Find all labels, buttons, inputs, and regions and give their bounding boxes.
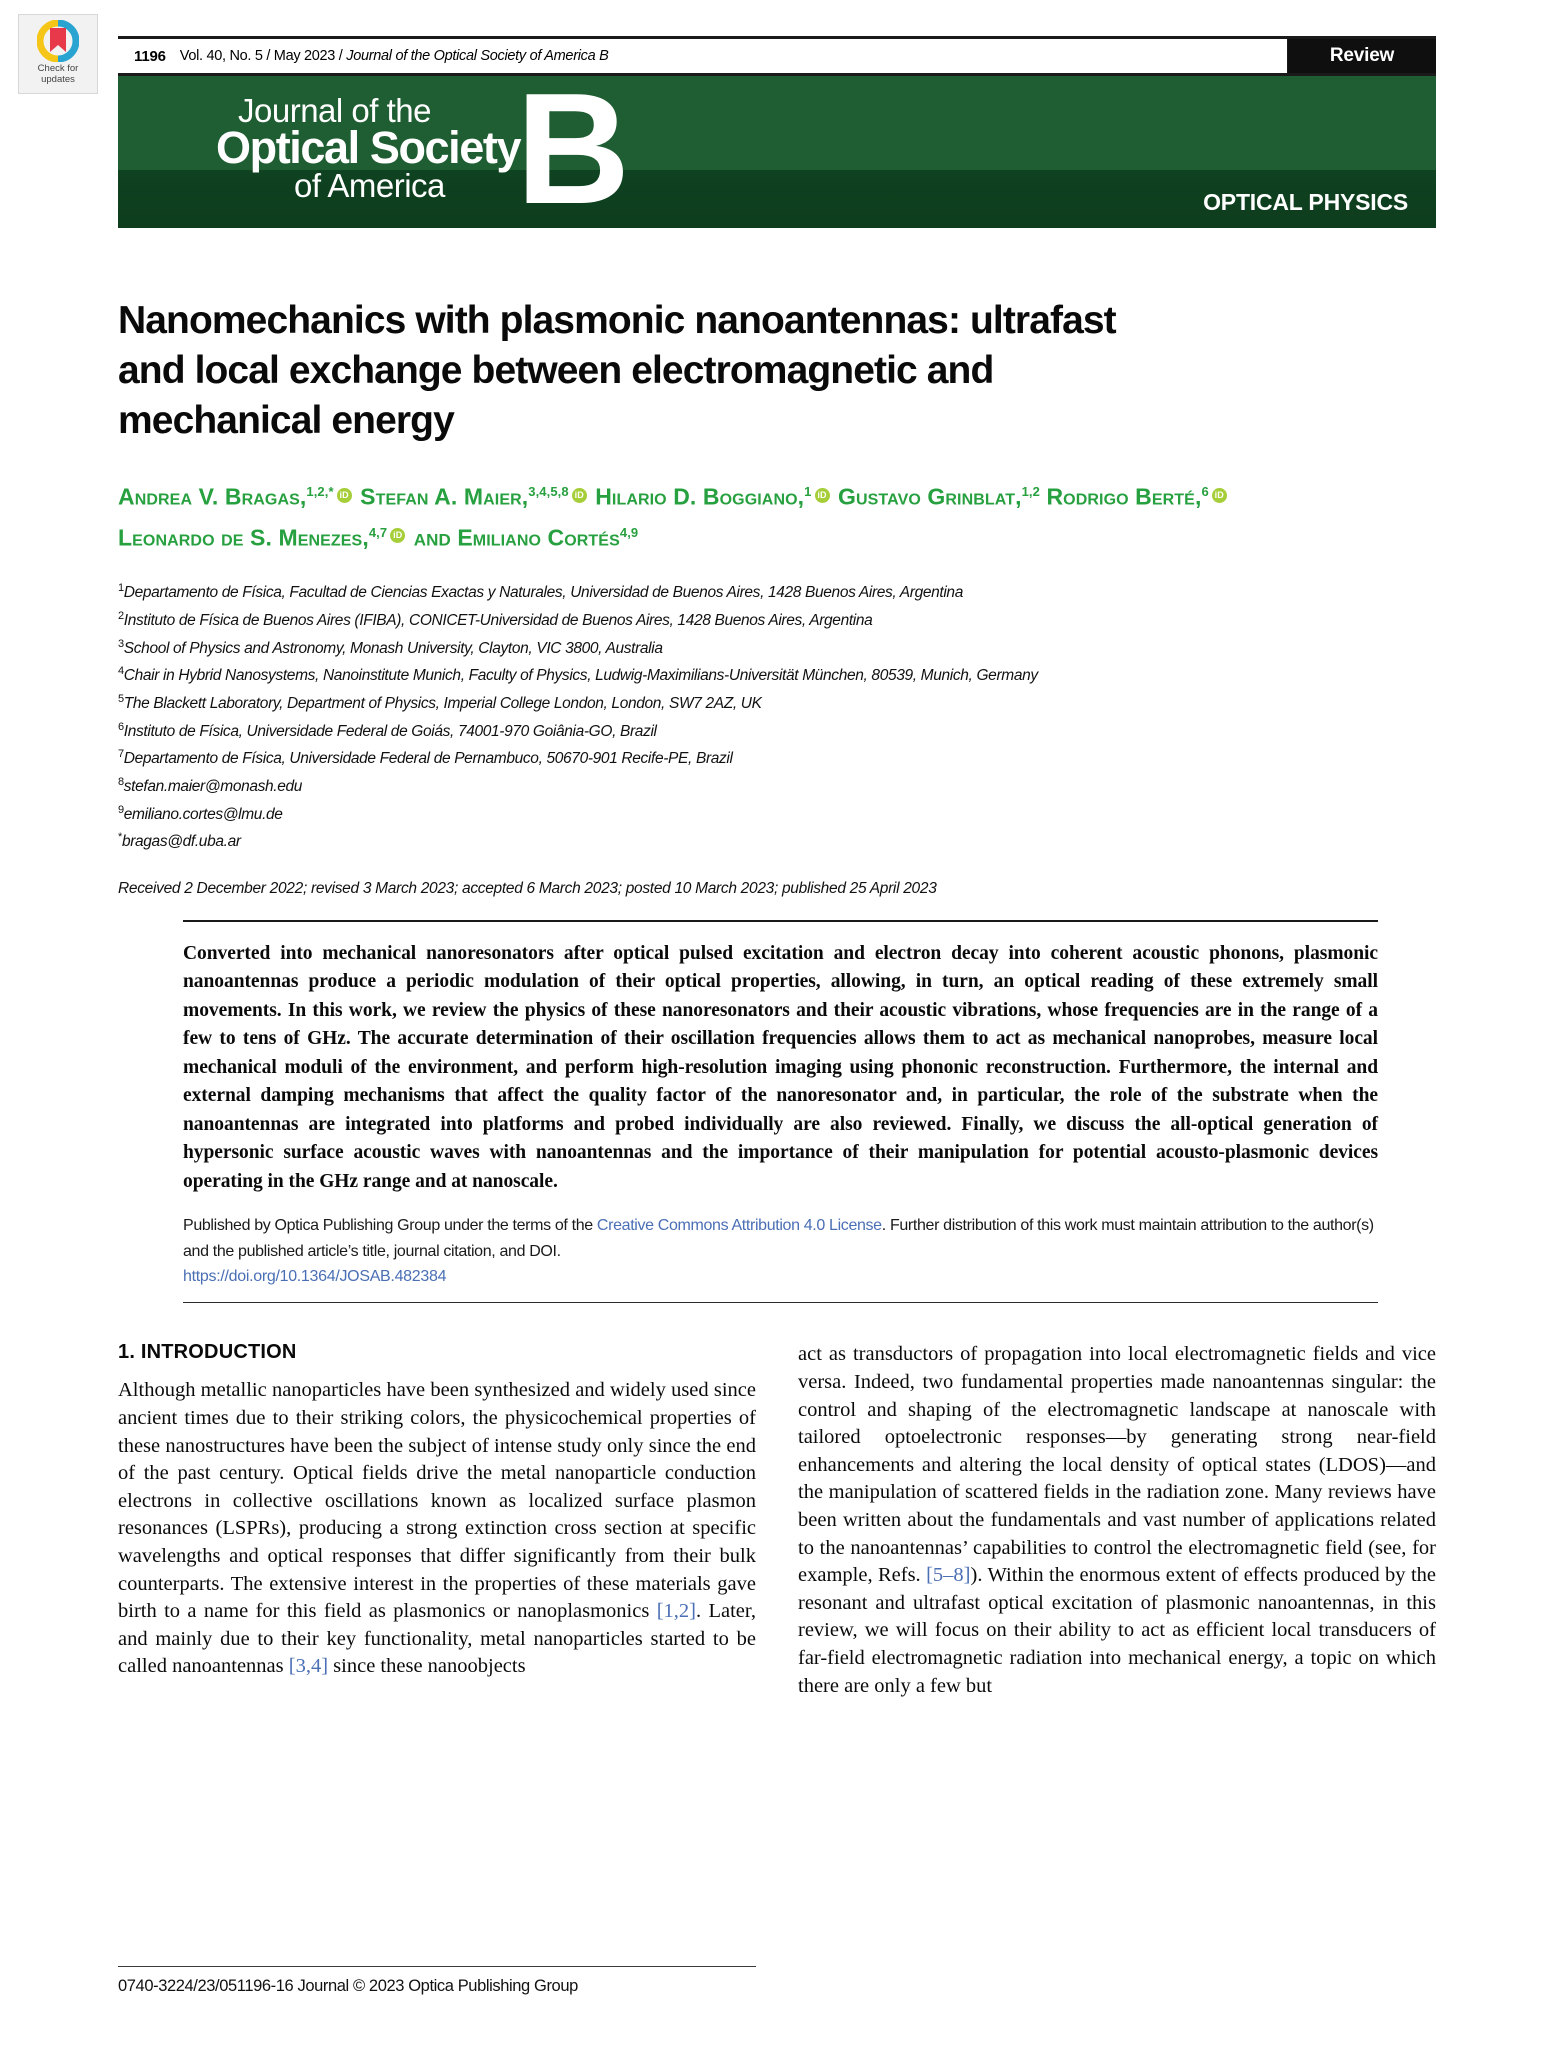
- author-name: Leonardo de S. Menezes,: [118, 524, 369, 551]
- paragraph-text: ). Within the enormous extent of effects produced by the resonant and ultrafast optical excitation of plasmonic nanoantennas, in this review, we will focus on their ability to act as efficient local transducers of far-field electromagnetic radiation into mechanical energy, a topic on which there are only a few but: [798, 1564, 1437, 1697]
- citation-prefix: Vol. 40, No. 5 / May 2023 /: [179, 48, 347, 64]
- journal-section-label: OPTICAL PHYSICS: [1203, 189, 1408, 215]
- citation-link[interactable]: [1,2]: [656, 1600, 696, 1623]
- publication-dates: Received 2 December 2022; revised 3 March 2023; accepted 6 March 2023; posted 10 March 2023; published 25 April 2023: [118, 879, 937, 897]
- article-type-label: Review: [1329, 45, 1395, 66]
- crossmark-label-line1: Check for: [37, 63, 79, 74]
- affiliation-text: Departamento de Física, Facultad de Ciencias Exactas y Naturales, Universidad de Buenos Aires, 1428 Buenos Aires, Argentina: [123, 584, 963, 602]
- author-name: Emiliano Cortés: [457, 524, 620, 551]
- crossmark-label: [38, 63, 79, 85]
- license-pre: Published by Optica Publishing Group under the terms of the: [183, 1217, 597, 1235]
- logo-line-2: Optical Society: [216, 122, 521, 173]
- running-head: [118, 36, 1436, 76]
- journal-banner: [118, 76, 1436, 228]
- citation-journal: Journal of the Optical Society of America B: [346, 48, 609, 64]
- affiliation-item: $^1$Departamento de Física, Facultad de Ciencias Exactas y Naturales, Universidad de Buenos Aires, 1428 Buenos Aires, Argentina: [118, 582, 963, 602]
- doi-line: [183, 1268, 1378, 1286]
- license-link[interactable]: Creative Commons Attribution 4.0 License: [596, 1217, 882, 1235]
- author-name: Hilario D. Boggiano,: [595, 483, 805, 510]
- doi-link[interactable]: https://doi.org/10.1364/JOSAB.482384: [183, 1268, 447, 1286]
- footer-divider: [118, 1966, 756, 1967]
- abstract-block: [183, 920, 1378, 1304]
- paragraph-intro-right: [798, 1341, 1436, 1700]
- affiliation-item: $^2$Instituto de Física de Buenos Aires (IFIBA), CONICET-Universidad de Buenos Aires, 1428 Buenos Aires, Argentina: [118, 609, 873, 630]
- footer-copyright: 0740-3224/23/051196-16 Journal © 2023 Optica Publishing Group: [118, 1977, 578, 1995]
- paragraph-intro-left: [118, 1377, 756, 1681]
- license-post: . Further distribution of this work must maintain attribution to the author(s) and the published article’s title, journal citation, and DOI.: [183, 1217, 1374, 1261]
- citation-link[interactable]: [3,4]: [288, 1655, 329, 1678]
- logo-line-3: of America: [294, 167, 445, 204]
- paragraph-text: Although metallic nanoparticles have been synthesized and widely used since ancient times due to their striking colors, the physicochemical properties of these nanostructures have been the subject of intense study only since the end of the past century. Optical fields drive the metal nanoparticle conduction electrons in collective oscillations known as localized surface plasmon resonances (LSPRs), producing a strong extinction cross section at specific wavelengths and optical responses that differ significantly from their bulk counterparts. The extensive interest in the properties of these materials gave birth to a name for this field as plasmonics or nanoplasmonics: [118, 1379, 756, 1623]
- affiliation-item: $^4$Chair in Hybrid Nanosystems, Nanoinstitute Munich, Faculty of Physics, Ludwig-Maximilians-Universität München, 80539, Munich, Germany: [118, 665, 1038, 685]
- orcid-icon[interactable]: [815, 488, 830, 503]
- author-name: Gustavo Grinblat,: [838, 483, 1022, 510]
- orcid-icon[interactable]: [337, 488, 352, 503]
- affiliation-item: *bragas@df.uba.ar: [118, 831, 241, 851]
- orcid-icon[interactable]: [390, 528, 405, 543]
- affiliation-item: $^3$School of Physics and Astronomy, Monash University, Clayton, VIC 3800, Australia: [118, 637, 663, 657]
- crossmark-label-line2: updates: [41, 74, 75, 85]
- abstract-divider: [183, 1302, 1378, 1303]
- license-statement: [183, 1213, 1378, 1265]
- affiliation-email: stefan.maier@monash.edu: [123, 778, 303, 796]
- author-affil-sup: 4,9: [619, 524, 639, 540]
- article-type-badge: [1288, 39, 1436, 73]
- section-heading-introduction: 1. INTRODUCTION: [118, 1341, 297, 1364]
- author-name: Andrea V. Bragas,: [118, 483, 307, 510]
- crossmark-bookmark-icon: [37, 20, 79, 62]
- author-affil-sup: 4,7: [368, 524, 388, 540]
- affiliation-text: The Blackett Laboratory, Department of Physics, Imperial College London, London, SW7 2AZ, UK: [123, 695, 762, 713]
- masthead: [118, 36, 1436, 228]
- crossmark-badge[interactable]: [18, 14, 98, 94]
- abstract-text: Converted into mechanical nanoresonators after optical pulsed excitation and electron decay into coherent acoustic phonons, plasmonic nanoantennas produce a periodic modulation of their optical properties, allowing, in turn, an optical reading of these extremely small movements. In this work, we review the physics of these nanoresonators and their acoustic vibrations, whose frequencies are in the range of a few to tens of GHz. The accurate determination of their oscillation frequencies allows them to act as mechanical nanoprobes, measure local mechanical moduli of the environment, and perform high-resolution imaging using phononic reconstruction. Furthermore, the internal and external damping mechanisms that affect the quality factor of the nanoresonator and, in particular, the role of the substrate when the nanoantennas are integrated into platforms and probed individually are also reviewed. Finally, we discuss the all-optical generation of hypersonic surface acoustic waves with nanoantennas and the importance of their manipulation for potential acousto-plasmonic devices operating in the GHz range and at nanoscale.: [183, 942, 1378, 1192]
- author-affil-sup: 1,2,*: [306, 484, 334, 499]
- orcid-icon[interactable]: [572, 488, 587, 503]
- author-affil-sup: 1,2: [1021, 484, 1040, 499]
- paragraph-text: . Later, and mainly due to their key functionality, metal nanoparticles started to be called nanoantennas: [118, 1600, 756, 1678]
- journal-citation: [180, 48, 609, 64]
- affiliation-email: emiliano.cortes@lmu.de: [123, 805, 283, 823]
- author-affil-sup: 6: [1201, 484, 1209, 499]
- author-name: Stefan A. Maier,: [360, 483, 529, 510]
- page-footer: [118, 1966, 1436, 1996]
- page-title: Nanomechanics with plasmonic nanoantennas: ultrafast and local exchange between electromagnetic and mechanical energy: [118, 299, 1116, 442]
- affiliation-text: School of Physics and Astronomy, Monash University, Clayton, VIC 3800, Australia: [123, 639, 663, 657]
- journal-logo: [216, 76, 627, 228]
- affiliation-list: [118, 577, 1436, 854]
- logo-letter-b: B: [516, 76, 627, 228]
- orcid-icon[interactable]: [1212, 488, 1227, 503]
- affiliation-text: Departamento de Física, Universidade Federal de Pernambuco, 50670-901 Recife-PE, Brazil: [123, 750, 733, 768]
- running-head-left: [118, 39, 1288, 73]
- column-left: [118, 1341, 756, 1700]
- affiliation-item: $^6$Instituto de Física, Universidade Federal de Goiás, 74001-970 Goiânia-GO, Brazil: [118, 720, 657, 740]
- author-name: Rodrigo Berté,: [1046, 483, 1202, 510]
- column-right: [798, 1341, 1436, 1700]
- logo-line-1: Journal of the: [238, 92, 431, 129]
- affiliation-text: Instituto de Física, Universidade Federal de Goiás, 74001-970 Goiânia-GO, Brazil: [123, 722, 657, 740]
- author-conjunction: AND: [413, 530, 451, 550]
- affiliation-item: $^5$The Blackett Laboratory, Department of Physics, Imperial College London, London, SW7 2AZ, UK: [118, 692, 762, 713]
- affiliation-item: $^9$emiliano.cortes@lmu.de: [118, 803, 283, 823]
- body-columns: [118, 1341, 1436, 1700]
- paragraph-text: act as transductors of propagation into local electromagnetic fields and vice versa. Indeed, two fundamental properties made nanoantennas singular: the control and shaping of the electromagnetic landscape at nanoscale with tailored optoelectronic responses—by generating strong near-field enhancements and altering the local density of optical states (LDOS)—and the manipulation of scattered fields in the radiation zone. Many reviews have been written about the fundamentals and vast number of applications related to the nanoantennas’ capabilities to control the electromagnetic field (see, for example, Refs.: [798, 1343, 1436, 1587]
- affiliation-text: Chair in Hybrid Nanosystems, Nanoinstitute Munich, Faculty of Physics, Ludwig-Maximilians-Universität München, 80539, Munich, Germany: [123, 667, 1038, 685]
- affiliation-item: $^8$stefan.maier@monash.edu: [118, 775, 303, 796]
- author-list: [118, 474, 1248, 557]
- affiliation-item: $^7$Departamento de Física, Universidade Federal de Pernambuco, 50670-901 Recife-PE, Brazil: [118, 748, 733, 768]
- author-affil-sup: 3,4,5,8: [528, 484, 569, 499]
- article-content: [118, 272, 1436, 1700]
- affiliation-email: bragas@df.uba.ar: [121, 833, 241, 851]
- citation-link[interactable]: [5–8]: [926, 1564, 971, 1587]
- affiliation-text: Instituto de Física de Buenos Aires (IFIBA), CONICET-Universidad de Buenos Aires, 1428 Buenos Aires, Argentina: [123, 612, 873, 630]
- author-affil-sup: 1: [804, 484, 812, 499]
- paragraph-text: since these nanoobjects: [328, 1655, 526, 1678]
- page-number: 1196: [134, 47, 166, 65]
